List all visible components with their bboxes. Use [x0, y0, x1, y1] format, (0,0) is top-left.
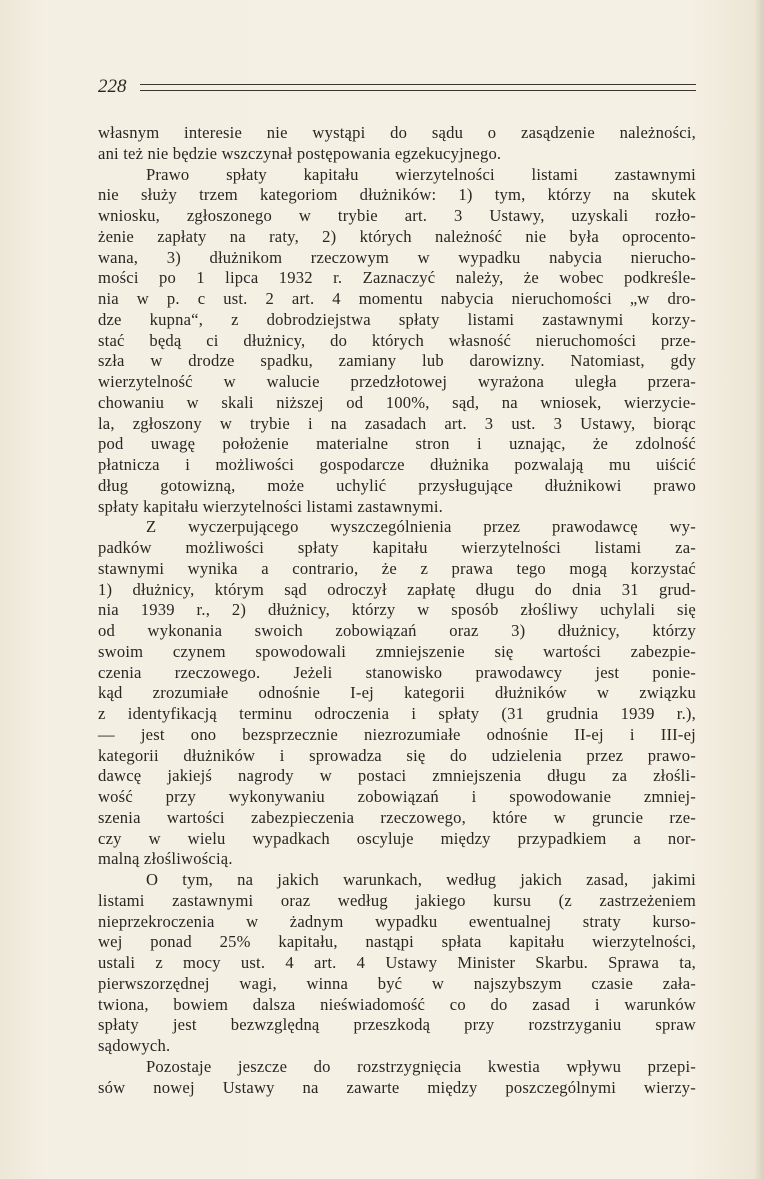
- text-line: od wykonania swoich zobowiązań oraz 3) dłużnicy, którzy: [98, 621, 696, 640]
- text-line: stać będą ci dłużnicy, do których własność nieruchomości prze-: [98, 330, 696, 350]
- text-line: wniosku, zgłoszonego w trybie art. 3 Ustawy, uzyskali rozło-: [98, 206, 696, 225]
- text-line: żenie zapłaty na raty, 2) których należność nie była oprocento-: [98, 226, 696, 246]
- text-line: kąd zrozumiałe odnośnie I-ej kategorii dłużników w związku: [98, 683, 696, 703]
- text-line: dług gotowizną, może uchylić przysługujące dłużnikowi prawo: [98, 475, 696, 495]
- text-line: czy w wielu wypadkach oscyluje między przypadkiem a nor-: [98, 828, 696, 848]
- text-line: la, zgłoszony w trybie i na zasadach art. 3 ust. 3 Ustawy, biorąc: [98, 413, 696, 433]
- text-line: wierzytelność w walucie przedzłotowej wyrażona uległa przera-: [98, 372, 696, 391]
- text-line: wość przy wykonywaniu zobowiązań i spowodowanie zmniej-: [98, 787, 696, 806]
- text-line: mości po 1 lipca 1932 r. Zaznaczyć należy, że wobec podkreśle-: [98, 268, 696, 288]
- text-line: wej ponad 25% kapitału, nastąpi spłata kapitału wierzytelności,: [98, 932, 696, 952]
- text-line: szenia wartości zabezpieczenia rzeczowego, które w gruncie rze-: [98, 807, 696, 827]
- text-line: z identyfikacją terminu odroczenia i spłaty (31 grudnia 1939 r.),: [98, 704, 696, 723]
- text-line: ustali z mocy ust. 4 art. 4 Ustawy Minister Skarbu. Sprawa ta,: [98, 953, 696, 972]
- text-line: pod uwagę położenie materialne stron i uznając, że zdolność: [98, 434, 696, 454]
- text-line: spłaty kapitału wierzytelności listami zastawnymi.: [98, 496, 444, 516]
- page-edge-shadow: [754, 0, 764, 1179]
- text-line: sów nowej Ustawy na zawarte między poszczególnymi wierzy-: [98, 1077, 696, 1097]
- text-line: stawnymi wynika a contrario, że z prawa tego mogą korzystać: [98, 558, 696, 578]
- running-header: [98, 74, 696, 100]
- header-rule-bottom: [140, 90, 696, 91]
- text-line: nie służy trzem kategoriom dłużników: 1) tym, którzy na skutek: [98, 185, 696, 205]
- text-line: — jest ono bezsprzecznie niezrozumiałe odnośnie II-ej i III-ej: [98, 724, 696, 744]
- paragraph-start-line: Prawo spłaty kapitału wierzytelności listami zastawnymi: [146, 164, 696, 184]
- text-line: padków możliwości spłaty kapitału wierzytelności listami za-: [98, 538, 696, 557]
- text-line: chowaniu w skali niższej od 100%, sąd, na wniosek, wierzycie-: [98, 392, 696, 412]
- paragraph-start-line: O tym, na jakich warunkach, według jakich zasad, jakimi: [146, 870, 696, 889]
- paragraph-start-line: Z wyczerpującego wyszczególnienia przez prawodawcę wy-: [146, 517, 696, 537]
- text-line: dawcę jakiejś nagrody w postaci zmniejszenia długu za złośli-: [98, 766, 696, 786]
- paragraph-start-line: Pozostaje jeszcze do rozstrzygnięcia kwestia wpływu przepi-: [146, 1056, 696, 1076]
- text-line: swoim czynem spowodowali zmniejszenie się wartości zabezpie-: [98, 641, 696, 661]
- body-text: [98, 123, 696, 1098]
- text-line: listami zastawnymi oraz według jakiego kursu (z zastrzeżeniem: [98, 890, 696, 910]
- page-number: 228: [98, 76, 127, 97]
- text-line: 1) dłużnicy, którym sąd odroczył zapłatę długu do dnia 31 grud-: [98, 579, 696, 599]
- header-rule-top: [140, 84, 696, 85]
- text-line: dze kupna“, z dobrodziejstwa spłaty listami zastawnymi korzy-: [98, 309, 696, 329]
- text-line: spłaty jest bezwzględną przeszkodą przy rozstrzyganiu spraw: [98, 1015, 696, 1035]
- text-line: nieprzekroczenia w żadnym wypadku ewentualnej straty kurso-: [98, 911, 696, 931]
- text-line: szła w drodze spadku, zamiany lub darowizny. Natomiast, gdy: [98, 351, 696, 371]
- text-line: własnym interesie nie wystąpi do sądu o zasądzenie należności,: [98, 123, 696, 142]
- text-line: nia 1939 r., 2) dłużnicy, którzy w sposób złośliwy uchylali się: [98, 600, 696, 620]
- text-line: wana, 3) dłużnikom rzeczowym w wypadku nabycia nierucho-: [98, 247, 696, 267]
- text-line: kategorii dłużników i sprowadza się do udzielenia przez prawo-: [98, 745, 696, 765]
- text-line: nia w p. c ust. 2 art. 4 momentu nabycia nieruchomości „w dro-: [98, 289, 696, 308]
- text-line: ani też nie będzie wszczynał postępowania egzekucyjnego.: [98, 143, 502, 163]
- text-line: malną złośliwością.: [98, 849, 233, 869]
- text-line: sądowych.: [98, 1036, 171, 1055]
- text-line: czenia rzeczowego. Jeżeli stanowisko prawodawcy jest ponie-: [98, 662, 696, 682]
- text-line: twiona, bowiem dalsza nieświadomość co do zasad i warunków: [98, 994, 696, 1014]
- text-line: płatnicza i możliwości gospodarcze dłużnika pozwalają mu uiścić: [98, 455, 696, 474]
- text-line: pierwszorzędnej wagi, winna być w najszybszym czasie zała-: [98, 973, 696, 993]
